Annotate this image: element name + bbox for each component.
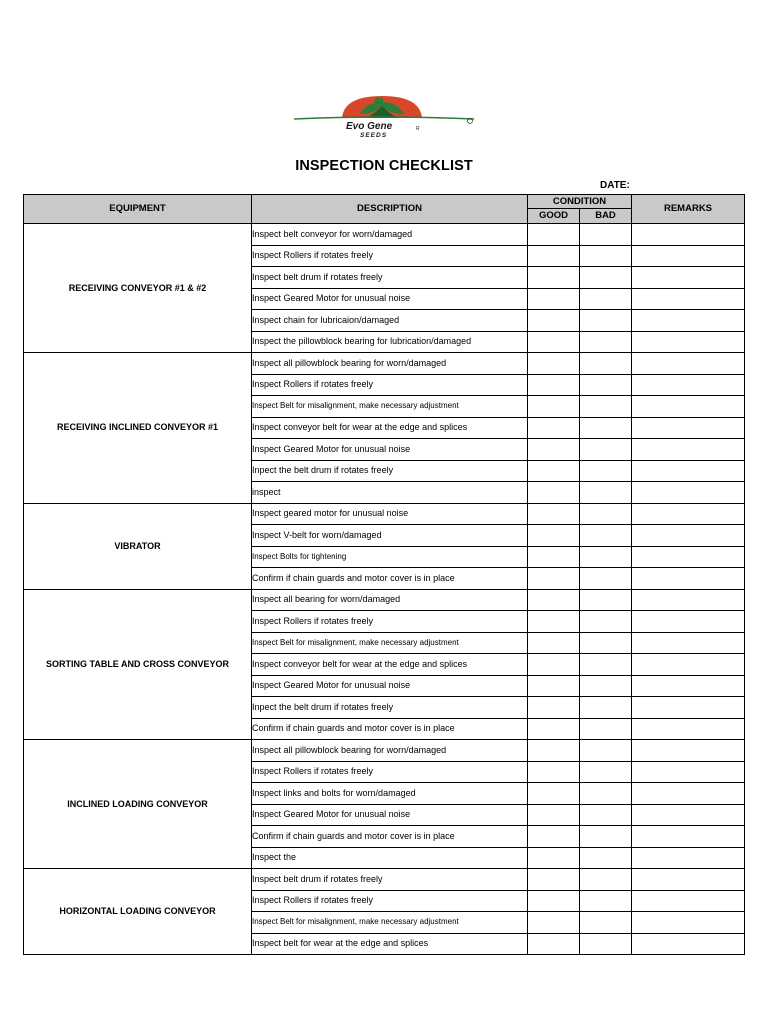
inspection-description: Inspect links and bolts for worn/damaged bbox=[252, 783, 528, 805]
good-cell[interactable] bbox=[528, 568, 580, 590]
good-cell[interactable] bbox=[528, 417, 580, 439]
equipment-name: RECEIVING INCLINED CONVEYOR #1 bbox=[24, 353, 252, 504]
inspection-description: Inspect belt for wear at the edge and splices bbox=[252, 933, 528, 955]
checklist-row bbox=[24, 589, 745, 611]
inspection-checklist-table bbox=[23, 194, 745, 955]
logo-brand-text: Evo Gene bbox=[346, 121, 393, 132]
inspection-description: Inspect Rollers if rotates freely bbox=[252, 374, 528, 396]
checklist-row bbox=[24, 503, 745, 525]
good-cell[interactable] bbox=[528, 353, 580, 375]
checklist-body bbox=[24, 224, 745, 955]
inspection-description: Confirm if chain guards and motor cover is in place bbox=[252, 718, 528, 740]
inspection-description: Inspect conveyor belt for wear at the edge and splices bbox=[252, 417, 528, 439]
header-description: DESCRIPTION bbox=[252, 195, 528, 224]
bad-cell[interactable] bbox=[580, 267, 632, 289]
good-cell[interactable] bbox=[528, 224, 580, 246]
bad-cell[interactable] bbox=[580, 589, 632, 611]
bad-cell[interactable] bbox=[580, 568, 632, 590]
good-cell[interactable] bbox=[528, 933, 580, 955]
remarks-cell[interactable] bbox=[632, 589, 745, 611]
inspection-description: Inspect Geared Motor for unusual noise bbox=[252, 288, 528, 310]
header-good: GOOD bbox=[528, 209, 580, 224]
bad-cell[interactable] bbox=[580, 525, 632, 547]
good-cell[interactable] bbox=[528, 675, 580, 697]
good-cell[interactable] bbox=[528, 482, 580, 504]
good-cell[interactable] bbox=[528, 546, 580, 568]
bad-cell[interactable] bbox=[580, 439, 632, 461]
bad-cell[interactable] bbox=[580, 826, 632, 848]
equipment-name: VIBRATOR bbox=[24, 503, 252, 589]
inspection-description: Inpect the belt drum if rotates freely bbox=[252, 460, 528, 482]
inspection-description: Inspect all bearing for worn/damaged bbox=[252, 589, 528, 611]
inspection-description: Inspect Rollers if rotates freely bbox=[252, 761, 528, 783]
bad-cell[interactable] bbox=[580, 396, 632, 418]
good-cell[interactable] bbox=[528, 654, 580, 676]
remarks-cell[interactable] bbox=[632, 697, 745, 719]
inspection-description: Inpect the belt drum if rotates freely bbox=[252, 697, 528, 719]
remarks-cell[interactable] bbox=[632, 460, 745, 482]
evo-gene-leaf-logo-icon bbox=[290, 92, 480, 140]
good-cell[interactable] bbox=[528, 869, 580, 891]
remarks-cell[interactable] bbox=[632, 267, 745, 289]
remarks-cell[interactable] bbox=[632, 482, 745, 504]
remarks-cell[interactable] bbox=[632, 568, 745, 590]
remarks-cell[interactable] bbox=[632, 654, 745, 676]
good-cell[interactable] bbox=[528, 460, 580, 482]
equipment-name: INCLINED LOADING CONVEYOR bbox=[24, 740, 252, 869]
inspection-description: Inspect conveyor belt for wear at the edge and splices bbox=[252, 654, 528, 676]
bad-cell[interactable] bbox=[580, 417, 632, 439]
inspection-description: Inspect Geared Motor for unusual noise bbox=[252, 439, 528, 461]
good-cell[interactable] bbox=[528, 761, 580, 783]
inspection-description: Inspect belt drum if rotates freely bbox=[252, 869, 528, 891]
remarks-cell[interactable] bbox=[632, 718, 745, 740]
date-label: DATE: bbox=[600, 180, 630, 191]
inspection-description: Inspect Belt for misalignment, make necessary adjustment bbox=[252, 912, 528, 934]
header-condition: CONDITION bbox=[528, 195, 632, 209]
bad-cell[interactable] bbox=[580, 697, 632, 719]
inspection-description: Inspect Bolts for tightening bbox=[252, 546, 528, 568]
checklist-row bbox=[24, 353, 745, 375]
remarks-cell[interactable] bbox=[632, 331, 745, 353]
remarks-cell[interactable] bbox=[632, 417, 745, 439]
good-cell[interactable] bbox=[528, 331, 580, 353]
bad-cell[interactable] bbox=[580, 546, 632, 568]
inspection-description: Inspect belt conveyor for worn/damaged bbox=[252, 224, 528, 246]
good-cell[interactable] bbox=[528, 267, 580, 289]
remarks-cell[interactable] bbox=[632, 783, 745, 805]
remarks-cell[interactable] bbox=[632, 912, 745, 934]
remarks-cell[interactable] bbox=[632, 374, 745, 396]
header-equipment: EQUIPMENT bbox=[24, 195, 252, 224]
good-cell[interactable] bbox=[528, 396, 580, 418]
remarks-cell[interactable] bbox=[632, 353, 745, 375]
bad-cell[interactable] bbox=[580, 331, 632, 353]
inspection-description: Inspect Rollers if rotates freely bbox=[252, 890, 528, 912]
bad-cell[interactable] bbox=[580, 783, 632, 805]
remarks-cell[interactable] bbox=[632, 740, 745, 762]
logo-sub-text: SEEDS bbox=[360, 132, 388, 139]
good-cell[interactable] bbox=[528, 374, 580, 396]
good-cell[interactable] bbox=[528, 525, 580, 547]
good-cell[interactable] bbox=[528, 740, 580, 762]
remarks-cell[interactable] bbox=[632, 525, 745, 547]
bad-cell[interactable] bbox=[580, 460, 632, 482]
remarks-cell[interactable] bbox=[632, 804, 745, 826]
bad-cell[interactable] bbox=[580, 503, 632, 525]
inspection-description: Inspect Belt for misalignment, make necessary adjustment bbox=[252, 632, 528, 654]
good-cell[interactable] bbox=[528, 589, 580, 611]
bad-cell[interactable] bbox=[580, 718, 632, 740]
remarks-cell[interactable] bbox=[632, 675, 745, 697]
bad-cell[interactable] bbox=[580, 374, 632, 396]
inspection-description: Inspect the bbox=[252, 847, 528, 869]
inspection-description: Inspect geared motor for unusual noise bbox=[252, 503, 528, 525]
bad-cell[interactable] bbox=[580, 912, 632, 934]
inspection-description: Inspect all pillowblock bearing for worn/damaged bbox=[252, 740, 528, 762]
good-cell[interactable] bbox=[528, 890, 580, 912]
bad-cell[interactable] bbox=[580, 933, 632, 955]
bad-cell[interactable] bbox=[580, 482, 632, 504]
bad-cell[interactable] bbox=[580, 675, 632, 697]
bad-cell[interactable] bbox=[580, 310, 632, 332]
inspection-description: Inspect Rollers if rotates freely bbox=[252, 245, 528, 267]
remarks-cell[interactable] bbox=[632, 396, 745, 418]
bad-cell[interactable] bbox=[580, 353, 632, 375]
good-cell[interactable] bbox=[528, 697, 580, 719]
remarks-cell[interactable] bbox=[632, 869, 745, 891]
inspection-description: inspect bbox=[252, 482, 528, 504]
bad-cell[interactable] bbox=[580, 654, 632, 676]
checklist-row bbox=[24, 224, 745, 246]
bad-cell[interactable] bbox=[580, 245, 632, 267]
remarks-cell[interactable] bbox=[632, 288, 745, 310]
bad-cell[interactable] bbox=[580, 847, 632, 869]
equipment-name: SORTING TABLE AND CROSS CONVEYOR bbox=[24, 589, 252, 740]
bad-cell[interactable] bbox=[580, 890, 632, 912]
remarks-cell[interactable] bbox=[632, 224, 745, 246]
inspection-description: Confirm if chain guards and motor cover is in place bbox=[252, 826, 528, 848]
logo-trademark: R bbox=[416, 126, 420, 132]
bad-cell[interactable] bbox=[580, 761, 632, 783]
inspection-description: Inspect chain for lubricaion/damaged bbox=[252, 310, 528, 332]
good-cell[interactable] bbox=[528, 632, 580, 654]
evo-gene-logo bbox=[290, 92, 480, 140]
good-cell[interactable] bbox=[528, 718, 580, 740]
good-cell[interactable] bbox=[528, 826, 580, 848]
good-cell[interactable] bbox=[528, 288, 580, 310]
remarks-cell[interactable] bbox=[632, 310, 745, 332]
good-cell[interactable] bbox=[528, 310, 580, 332]
header-remarks: REMARKS bbox=[632, 195, 745, 224]
equipment-name: HORIZONTAL LOADING CONVEYOR bbox=[24, 869, 252, 955]
remarks-cell[interactable] bbox=[632, 546, 745, 568]
inspection-description: Inspect belt drum if rotates freely bbox=[252, 267, 528, 289]
good-cell[interactable] bbox=[528, 804, 580, 826]
header-bad: BAD bbox=[580, 209, 632, 224]
remarks-cell[interactable] bbox=[632, 847, 745, 869]
bad-cell[interactable] bbox=[580, 740, 632, 762]
remarks-cell[interactable] bbox=[632, 933, 745, 955]
good-cell[interactable] bbox=[528, 847, 580, 869]
good-cell[interactable] bbox=[528, 503, 580, 525]
remarks-cell[interactable] bbox=[632, 503, 745, 525]
bad-cell[interactable] bbox=[580, 288, 632, 310]
good-cell[interactable] bbox=[528, 783, 580, 805]
remarks-cell[interactable] bbox=[632, 611, 745, 633]
inspection-description: Confirm if chain guards and motor cover is in place bbox=[252, 568, 528, 590]
good-cell[interactable] bbox=[528, 611, 580, 633]
remarks-cell[interactable] bbox=[632, 761, 745, 783]
remarks-cell[interactable] bbox=[632, 632, 745, 654]
page-title: INSPECTION CHECKLIST bbox=[295, 158, 473, 174]
remarks-cell[interactable] bbox=[632, 439, 745, 461]
bad-cell[interactable] bbox=[580, 632, 632, 654]
inspection-description: Inspect Geared Motor for unusual noise bbox=[252, 804, 528, 826]
bad-cell[interactable] bbox=[580, 224, 632, 246]
checklist-row bbox=[24, 869, 745, 891]
bad-cell[interactable] bbox=[580, 804, 632, 826]
inspection-description: Inspect the pillowblock bearing for lubrication/damaged bbox=[252, 331, 528, 353]
good-cell[interactable] bbox=[528, 439, 580, 461]
remarks-cell[interactable] bbox=[632, 245, 745, 267]
remarks-cell[interactable] bbox=[632, 826, 745, 848]
inspection-description: Inspect Geared Motor for unusual noise bbox=[252, 675, 528, 697]
remarks-cell[interactable] bbox=[632, 890, 745, 912]
good-cell[interactable] bbox=[528, 245, 580, 267]
good-cell[interactable] bbox=[528, 912, 580, 934]
inspection-description: Inspect Rollers if rotates freely bbox=[252, 611, 528, 633]
inspection-description: Inspect V-belt for worn/damaged bbox=[252, 525, 528, 547]
bad-cell[interactable] bbox=[580, 869, 632, 891]
inspection-description: Inspect all pillowblock bearing for worn/damaged bbox=[252, 353, 528, 375]
bad-cell[interactable] bbox=[580, 611, 632, 633]
inspection-description: Inspect Belt for misalignment, make necessary adjustment bbox=[252, 396, 528, 418]
equipment-name: RECEIVING CONVEYOR #1 & #2 bbox=[24, 224, 252, 353]
checklist-row bbox=[24, 740, 745, 762]
